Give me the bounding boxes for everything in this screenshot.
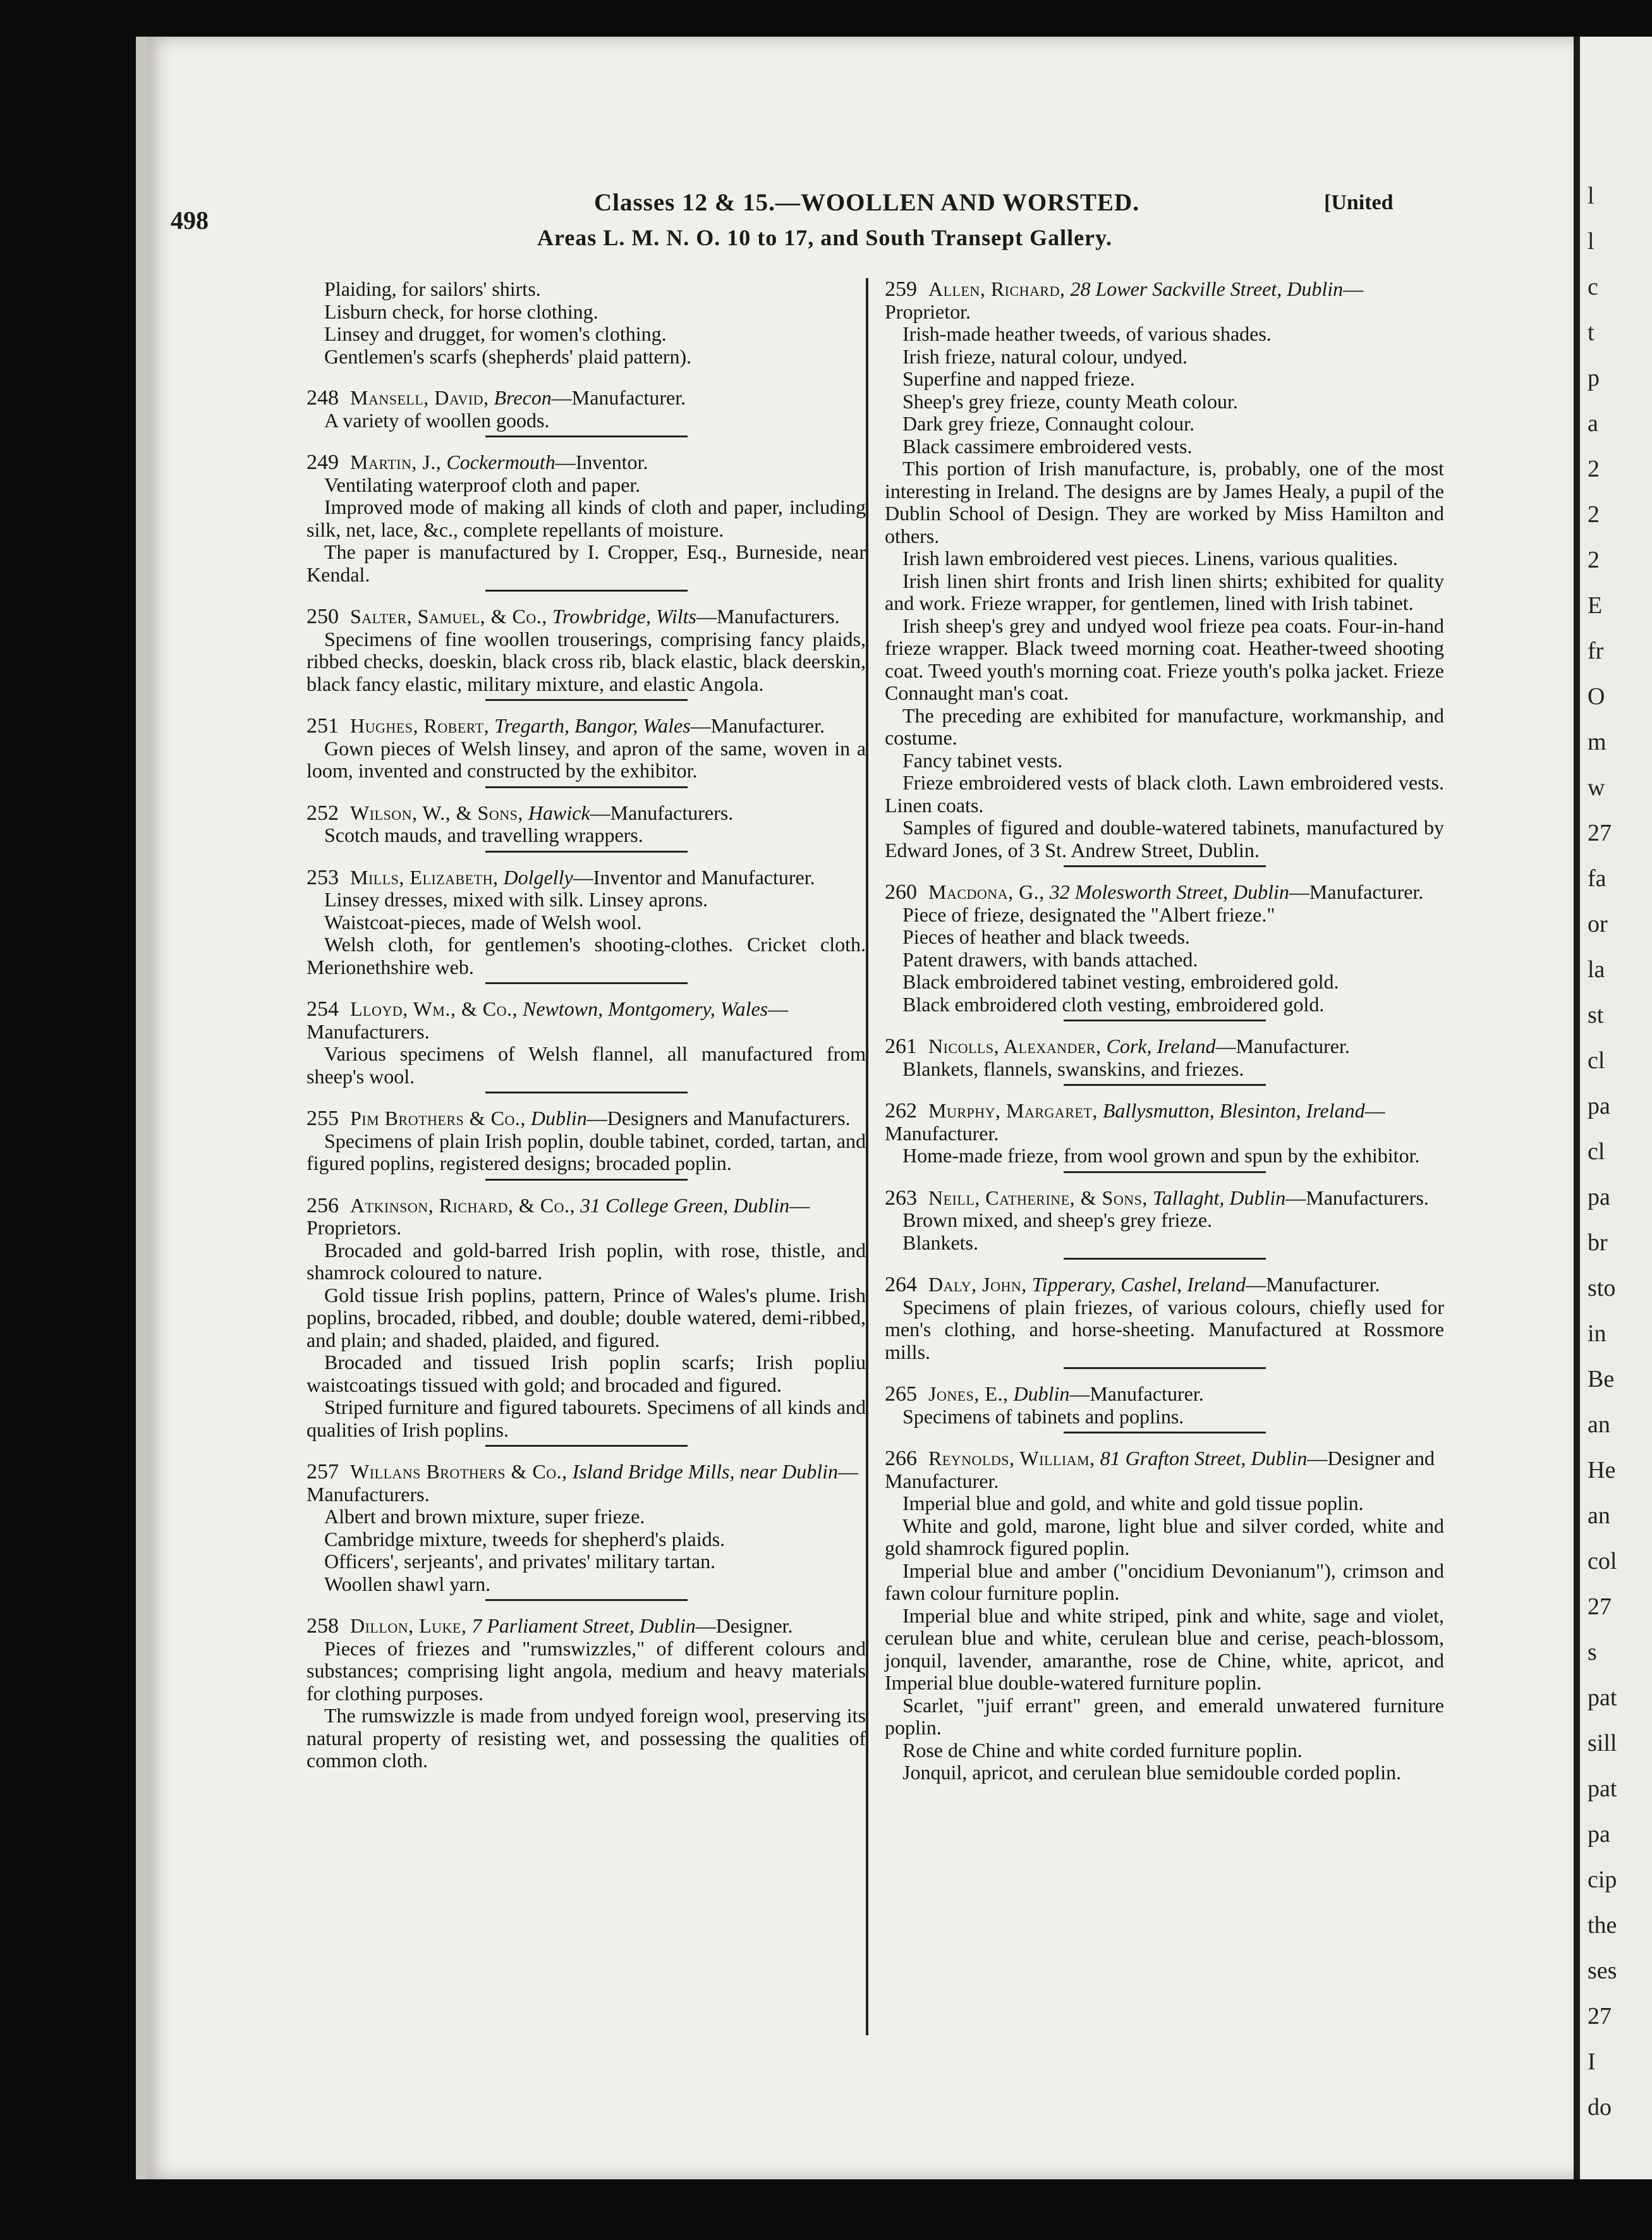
- entry-number: 258: [307, 1614, 339, 1638]
- adjacent-page-fragment: 2: [1588, 501, 1600, 528]
- entry-heading: [307, 387, 866, 410]
- entry-item: The preceding are exhibited for manufacture, workmanship, and costume.: [885, 703, 1444, 749]
- entry-item: Pieces of friezes and "rumswizzles," of different colours and substances; comprising light angola, medium and heavy materials for clothing purposes.: [307, 1636, 866, 1705]
- entry-items: [307, 1130, 866, 1175]
- entry-heading: [307, 998, 866, 1043]
- exhibitor-name: Salter, Samuel, & Co.,: [350, 605, 547, 628]
- exhibitor-name: Martin, J.,: [350, 451, 442, 473]
- entry-items: [885, 1209, 1444, 1254]
- entry-number: 264: [885, 1273, 917, 1296]
- exhibitor-role: —Manufacturer.: [1069, 1382, 1204, 1405]
- adjacent-page-fragment: pa: [1588, 1821, 1610, 1847]
- exhibitor-role: —Manufacturer.: [551, 386, 686, 409]
- exhibitor-name: Dillon, Luke,: [350, 1614, 467, 1637]
- adjacent-page-fragment: l: [1588, 228, 1594, 255]
- adjacent-page-fragment: 27: [1588, 820, 1612, 846]
- adjacent-page-fragment: c: [1588, 274, 1598, 300]
- adjacent-page-fragment: cip: [1588, 1866, 1617, 1893]
- entry-separator-rule: [1064, 1367, 1266, 1369]
- adjacent-page-fragment: an: [1588, 1411, 1610, 1438]
- entry-item: Blankets.: [902, 1231, 978, 1254]
- entry-separator-rule: [485, 1179, 688, 1181]
- entry-item: Imperial blue and gold, and white and gold tissue poplin.: [902, 1492, 1364, 1514]
- entry-heading: [885, 1187, 1444, 1210]
- right-entries: [885, 278, 1444, 1784]
- entry-item: Scarlet, "juif errant" green, and emerald unwatered furniture poplin.: [885, 1693, 1444, 1739]
- exhibitor-name: Neill, Catherine, & Sons,: [928, 1186, 1148, 1209]
- entry-heading: [885, 278, 1444, 323]
- exhibitor-place: 28 Lower Sackville Street, Dublin: [1070, 277, 1344, 300]
- entry-item: Black embroidered tabinet vesting, embroidered gold.: [902, 970, 1339, 993]
- entry-item: Specimens of fine woollen trouserings, comprising fancy plaids, ribbed checks, doeskin, black cross rib, black elastic, black deerskin, black fancy elastic, military mixture, and elastic Angola.: [307, 627, 866, 695]
- entry-item: Specimens of plain Irish poplin, double tabinet, corded, tartan, and figured poplins, registered designs; brocaded poplin.: [307, 1129, 866, 1174]
- exhibitor-role: —Manufacturer.: [1289, 880, 1424, 903]
- adjacent-page-fragment: la: [1588, 956, 1605, 983]
- exhibitor-place: Cockermouth: [446, 451, 556, 473]
- entry-heading: [307, 1195, 866, 1239]
- exhibitor-role: —Inventor and Manufacturer.: [573, 865, 815, 889]
- adjacent-page-fragment: E: [1588, 592, 1603, 619]
- adjacent-page-fragment: I: [1588, 2048, 1596, 2075]
- exhibitor-entry: [885, 1383, 1444, 1433]
- entry-item: Albert and brown mixture, super frieze.: [324, 1505, 645, 1528]
- exhibitor-role: —Inventor.: [555, 451, 648, 473]
- entry-item: Irish sheep's grey and undyed wool frieze pea coats. Four-in-hand frieze wrapper. Black tweed morning coat. Heather-tweed shooting coat. Tweed youth's morning coat. Frieze youth's polka jacket. Frieze Connaught man's coat.: [885, 614, 1444, 704]
- left-entries: [307, 387, 866, 1772]
- entry-items: [307, 628, 866, 696]
- exhibitor-name: Reynolds, William,: [928, 1447, 1095, 1470]
- exhibitor-name: Nicolls, Alexander,: [928, 1035, 1102, 1057]
- entry-item: White and gold, marone, light blue and silver corded, white and gold shamrock figured poplin.: [885, 1514, 1444, 1559]
- entry-items: [885, 1406, 1444, 1428]
- right-column: [885, 278, 1444, 1798]
- exhibitor-name: Macdona, G.,: [928, 880, 1045, 903]
- adjacent-page-fragment: br: [1588, 1229, 1608, 1256]
- entry-heading: [307, 1107, 866, 1130]
- entry-heading: [885, 1100, 1444, 1145]
- exhibitor-name: Murphy, Margaret,: [928, 1099, 1098, 1122]
- running-subtitle: Areas L. M. N. O. 10 to 17, and South Transept Gallery.: [537, 225, 1113, 250]
- exhibitor-place: Island Bridge Mills, near Dublin: [572, 1460, 839, 1483]
- exhibitor-role: —Designer.: [695, 1614, 793, 1637]
- entry-item: Sheep's grey frieze, county Meath colour.: [902, 389, 1238, 413]
- exhibitor-name: Daly, John,: [928, 1273, 1027, 1296]
- exhibitor-name: Allen, Richard,: [928, 277, 1066, 300]
- entry-item: Fancy tabinet vests.: [902, 748, 1063, 772]
- entry-items: [307, 1043, 866, 1088]
- exhibitor-entry: [307, 998, 866, 1093]
- adjacent-page-fragment: 27: [1588, 2003, 1612, 2030]
- adjacent-page-fragment: l: [1588, 183, 1594, 209]
- entry-separator-rule: [1064, 1432, 1266, 1433]
- entry-item: Specimens of plain friezes, of various colours, chiefly used for men's clothing, and horse-sheeting. Manufactured at Rossmore mills.: [885, 1295, 1444, 1363]
- running-title-right: [United: [1324, 191, 1394, 214]
- entry-item: Waistcoat-pieces, made of Welsh wool.: [324, 910, 642, 934]
- entry-separator-rule: [485, 1445, 688, 1447]
- entry-items: [885, 1492, 1444, 1784]
- entry-item: Irish lawn embroidered vest pieces. Linens, various qualities.: [902, 547, 1398, 569]
- adjacent-page-fragment: the: [1588, 1912, 1617, 1939]
- adjacent-page-fragment: fr: [1588, 638, 1604, 664]
- exhibitor-entry: [885, 1100, 1444, 1173]
- continued-item: Gentlemen's scarfs (shepherds' plaid pattern).: [324, 344, 692, 368]
- continued-item: Lisburn check, for horse clothing.: [324, 300, 598, 323]
- entry-separator-rule: [1064, 1258, 1266, 1260]
- adjacent-page-fragment: m: [1588, 729, 1606, 755]
- entry-items: [885, 904, 1444, 1016]
- entry-item: Various specimens of Welsh flannel, all manufactured from sheep's wool.: [307, 1042, 866, 1088]
- exhibitor-entry: [307, 1107, 866, 1181]
- entry-item: Irish frieze, natural colour, undyed.: [902, 344, 1187, 368]
- adjacent-page-fragment: w: [1588, 774, 1605, 801]
- entry-heading: [885, 1035, 1444, 1058]
- entry-items: [307, 1638, 866, 1772]
- exhibitor-entry: [307, 802, 866, 853]
- entry-item: Specimens of tabinets and poplins.: [902, 1404, 1184, 1428]
- entry-item: Gown pieces of Welsh linsey, and apron of the same, woven in a loom, invented and constructed by the exhibitor.: [307, 736, 866, 782]
- exhibitor-entry: [307, 715, 866, 788]
- exhibitor-place: Brecon: [494, 386, 552, 409]
- adjacent-page-fragment: in: [1588, 1320, 1606, 1347]
- exhibitor-role: —Manufacturers.: [696, 605, 840, 628]
- adjacent-page-fragment: 2: [1588, 456, 1600, 482]
- exhibitor-role: —Manufacturers.: [307, 1460, 859, 1506]
- entry-item: Improved mode of making all kinds of cloth and paper, including silk, net, lace, &c., complete repellants of moisture.: [307, 496, 866, 541]
- entry-item: Piece of frieze, designated the "Albert frieze.": [902, 903, 1275, 926]
- entry-item: Woollen shawl yarn.: [324, 1572, 491, 1595]
- entry-item: Black embroidered cloth vesting, embroidered gold.: [902, 992, 1325, 1016]
- exhibitor-entry: [885, 278, 1444, 867]
- continued-item: Linsey and drugget, for women's clothing.: [324, 322, 667, 345]
- entry-items: [307, 474, 866, 587]
- entry-heading: [307, 451, 866, 474]
- adjacent-page-fragment: sto: [1588, 1275, 1616, 1301]
- entry-separator-rule: [1064, 1084, 1266, 1086]
- adjacent-page-edge: [1574, 37, 1652, 2179]
- adjacent-page-fragment: pat: [1588, 1775, 1617, 1802]
- entry-item: Patent drawers, with bands attached.: [902, 947, 1198, 971]
- entry-heading: [885, 881, 1444, 904]
- exhibitor-entry: [307, 867, 866, 985]
- entry-item: Gold tissue Irish poplins, pattern, Prince of Wales's plume. Irish poplins, brocaded, ribbed, and double; double watered, demi-ribbed, and plain; and shaded, plaided, and figured.: [307, 1283, 866, 1351]
- exhibitor-place: Newtown, Montgomery, Wales: [522, 997, 768, 1020]
- entry-item: Scotch mauds, and travelling wrappers.: [324, 824, 643, 846]
- exhibitor-place: Tipperary, Cashel, Ireland: [1031, 1273, 1246, 1296]
- exhibitor-entry: [307, 1615, 866, 1772]
- exhibitor-entry: [885, 1035, 1444, 1086]
- entry-items: [885, 1058, 1444, 1081]
- entry-item: Ventilating waterproof cloth and paper.: [324, 473, 641, 496]
- exhibitor-entry: [885, 1447, 1444, 1784]
- exhibitor-place: Dolgelly: [503, 865, 573, 889]
- entry-items: [307, 410, 866, 432]
- entry-items: [307, 1506, 866, 1595]
- exhibitor-role: —Manufacturers.: [590, 801, 734, 824]
- entry-item: Striped furniture and figured tabourets. Specimens of all kinds and qualities of Irish poplins.: [307, 1396, 866, 1441]
- entry-item: Jonquil, apricot, and cerulean blue semidouble corded poplin.: [902, 1761, 1402, 1784]
- exhibitor-place: Trowbridge, Wilts: [552, 605, 696, 628]
- entry-number: 262: [885, 1099, 917, 1123]
- entry-heading: [307, 1461, 866, 1506]
- entry-item: Brocaded and gold-barred Irish poplin, with rose, thistle, and shamrock coloured to nature.: [307, 1238, 866, 1284]
- exhibitor-name: Willans Brothers & Co.,: [350, 1460, 568, 1483]
- adjacent-page-fragment: ses: [1588, 1957, 1617, 1984]
- entry-number: 251: [307, 714, 339, 738]
- entry-item: Welsh cloth, for gentlemen's shooting-clothes. Cricket cloth. Merionethshire web.: [307, 933, 866, 978]
- entry-items: [307, 1239, 866, 1442]
- entry-number: 250: [307, 605, 339, 628]
- adjacent-page-fragment: s: [1588, 1639, 1597, 1665]
- continued-item: Plaiding, for sailors' shirts.: [324, 277, 541, 300]
- exhibitor-name: Mansell, David,: [350, 386, 489, 409]
- adjacent-page-fragment: t: [1588, 319, 1594, 346]
- exhibitor-place: 31 College Green, Dublin: [580, 1193, 790, 1217]
- entry-item: Pieces of heather and black tweeds.: [902, 925, 1190, 948]
- entry-heading: [885, 1447, 1444, 1492]
- adjacent-page-fragment: or: [1588, 911, 1608, 937]
- entry-number: 256: [307, 1193, 339, 1217]
- adjacent-page-fragment: cl: [1588, 1138, 1605, 1165]
- adjacent-page-fragment: He: [1588, 1457, 1616, 1483]
- running-title: Classes 12 & 15.—WOOLLEN AND WORSTED.: [594, 189, 1139, 216]
- exhibitor-name: Atkinson, Richard, & Co.,: [350, 1193, 575, 1217]
- exhibitor-place: Cork, Ireland: [1106, 1035, 1216, 1057]
- adjacent-page-fragment: fa: [1588, 865, 1606, 892]
- entry-separator-rule: [485, 1599, 688, 1601]
- entry-heading: [307, 715, 866, 738]
- entry-item: Irish-made heather tweeds, of various shades.: [902, 322, 1272, 345]
- entry-item: Rose de Chine and white corded furniture poplin.: [902, 1738, 1303, 1762]
- adjacent-page-fragment: do: [1588, 2094, 1612, 2121]
- entry-item: Imperial blue and white striped, pink and white, sage and violet, cerulean blue and white, cerulean blue and cerise, peach-blossom, jonquil, lavender, amaranthe, rose de Chine, white, apricot, and Imperial blue double-watered furniture poplin.: [885, 1604, 1444, 1694]
- exhibitor-role: —Designer and Manufacturer.: [885, 1447, 1435, 1492]
- continued-entry: [307, 278, 866, 368]
- adjacent-page-fragment: Be: [1588, 1366, 1615, 1392]
- exhibitor-role: —Manufacturer.: [1215, 1035, 1350, 1057]
- entry-item: Imperial blue and amber ("oncidium Devonianum"), crimson and fawn colour furniture poplin.: [885, 1559, 1444, 1604]
- exhibitor-place: 32 Molesworth Street, Dublin: [1049, 880, 1289, 903]
- entry-item: Cambridge mixture, tweeds for shepherd's plaids.: [324, 1527, 726, 1550]
- entry-item: Brown mixed, and sheep's grey frieze.: [902, 1208, 1213, 1231]
- entry-item: Brocaded and tissued Irish poplin scarfs; Irish popliu waistcoatings tissued with gold; and brocaded and figured.: [307, 1351, 866, 1396]
- entry-item: This portion of Irish manufacture, is, probably, one of the most interesting in Ireland. The designs are by James Healy, a pupil of the Dublin School of Design. They are worked by Miss Hamilton and others.: [885, 457, 1444, 547]
- entry-separator-rule: [1064, 865, 1266, 867]
- exhibitor-entry: [307, 606, 866, 701]
- entry-number: 255: [307, 1107, 339, 1130]
- entry-number: 266: [885, 1447, 917, 1470]
- entry-separator-rule: [485, 590, 688, 592]
- adjacent-page-fragment: cl: [1588, 1047, 1605, 1074]
- exhibitor-place: Hawick: [528, 801, 590, 824]
- entry-number: 254: [307, 997, 339, 1021]
- exhibitor-place: Dublin: [1013, 1382, 1070, 1405]
- exhibitor-role: —Proprietor.: [885, 277, 1364, 323]
- entry-number: 252: [307, 801, 339, 825]
- entry-number: 248: [307, 386, 339, 410]
- entry-item: Blankets, flannels, swanskins, and friezes.: [902, 1057, 1244, 1080]
- entry-number: 260: [885, 880, 917, 904]
- adjacent-page-fragment: 2: [1588, 547, 1600, 573]
- entry-separator-rule: [485, 699, 688, 701]
- adjacent-page-fragment: sill: [1588, 1730, 1617, 1756]
- exhibitor-place: Dublin: [530, 1107, 587, 1129]
- entry-separator-rule: [485, 851, 688, 853]
- entry-items: [885, 1296, 1444, 1364]
- entry-heading: [307, 802, 866, 825]
- entry-separator-rule: [1064, 1020, 1266, 1021]
- page-number: 498: [171, 206, 209, 234]
- adjacent-page-fragment: 27: [1588, 1593, 1612, 1620]
- exhibitor-role: —Manufacturer.: [1246, 1273, 1380, 1296]
- entry-item: Black cassimere embroidered vests.: [902, 434, 1193, 458]
- entry-item: Samples of figured and double-watered tabinets, manufactured by Edward Jones, of 3 St. Andrew Street, Dublin.: [885, 816, 1444, 861]
- exhibitor-role: —Manufacturers.: [1285, 1186, 1429, 1209]
- exhibitor-entry: [307, 1195, 866, 1447]
- entry-separator-rule: [1064, 1171, 1266, 1173]
- entry-items: [307, 889, 866, 978]
- entry-heading: [885, 1274, 1444, 1296]
- exhibitor-entry: [307, 387, 866, 437]
- exhibitor-name: Wilson, W., & Sons,: [350, 801, 523, 824]
- exhibitor-place: Ballysmutton, Blesinton, Ireland: [1102, 1099, 1365, 1122]
- adjacent-page-fragment: an: [1588, 1502, 1610, 1529]
- exhibitor-role: —Designers and Manufacturers.: [586, 1107, 851, 1129]
- entry-item: Dark grey frieze, Connaught colour.: [902, 412, 1195, 435]
- adjacent-page-fragment: st: [1588, 1002, 1604, 1028]
- exhibitor-place: 7 Parliament Street, Dublin: [471, 1614, 696, 1637]
- column-divider: [866, 278, 868, 2035]
- adjacent-page-fragment: O: [1588, 683, 1605, 710]
- entry-item: Irish linen shirt fronts and Irish linen shirts; exhibited for quality and work. Frieze wrapper, for gentlemen, lined with Irish tabinet.: [885, 569, 1444, 614]
- entry-item: A variety of woollen goods.: [324, 408, 550, 432]
- exhibitor-entry: [307, 451, 866, 592]
- exhibitor-role: —Proprietors.: [307, 1193, 810, 1239]
- adjacent-page-fragment: pat: [1588, 1684, 1617, 1711]
- adjacent-page-fragment: a: [1588, 410, 1598, 437]
- exhibitor-place: Tregarth, Bangor, Wales: [494, 714, 691, 737]
- entry-number: 263: [885, 1186, 917, 1210]
- entry-item: Superfine and napped frieze.: [902, 367, 1135, 390]
- entry-items: [885, 1145, 1444, 1167]
- entry-item: Officers', serjeants', and privates' military tartan.: [324, 1550, 716, 1573]
- exhibitor-place: Tallaght, Dublin: [1152, 1186, 1286, 1209]
- entry-item: The paper is manufactured by I. Cropper, Esq., Burneside, near Kendal.: [307, 540, 866, 586]
- exhibitor-name: Mills, Elizabeth,: [350, 865, 499, 889]
- entry-number: 259: [885, 277, 917, 301]
- entry-item: The rumswizzle is made from undyed foreign wool, preserving its natural property of resisting wet, and possessing the qualities of common cloth.: [307, 1704, 866, 1772]
- entry-item: Linsey dresses, mixed with silk. Linsey aprons.: [324, 888, 708, 911]
- entry-items: [885, 323, 1444, 861]
- entry-separator-rule: [485, 786, 688, 788]
- exhibitor-name: Hughes, Robert,: [350, 714, 490, 737]
- entry-number: 261: [885, 1035, 917, 1058]
- entry-number: 249: [307, 451, 339, 474]
- exhibitor-name: Lloyd, Wm., & Co.,: [350, 997, 518, 1020]
- entry-separator-rule: [485, 1092, 688, 1093]
- entry-heading: [307, 867, 866, 889]
- exhibitor-entry: [885, 1274, 1444, 1369]
- entry-items: [307, 824, 866, 847]
- entry-number: 257: [307, 1460, 339, 1483]
- exhibitor-place: 81 Grafton Street, Dublin: [1100, 1447, 1308, 1470]
- entry-item: Home-made frieze, from wool grown and spun by the exhibitor.: [902, 1144, 1420, 1167]
- entry-item: Frieze embroidered vests of black cloth. Lawn embroidered vests. Linen coats.: [885, 771, 1444, 817]
- adjacent-page-fragment: pa: [1588, 1093, 1610, 1119]
- left-column: [307, 278, 866, 1786]
- entry-heading: [885, 1383, 1444, 1406]
- entry-number: 253: [307, 865, 339, 889]
- entry-heading: [307, 1615, 866, 1638]
- entry-heading: [307, 606, 866, 628]
- entry-separator-rule: [485, 435, 688, 437]
- exhibitor-entry: [885, 1187, 1444, 1260]
- adjacent-page-fragment: pa: [1588, 1184, 1610, 1210]
- exhibitor-entry: [885, 881, 1444, 1021]
- exhibitor-entry: [307, 1461, 866, 1601]
- exhibitor-role: —Manufacturers.: [307, 997, 789, 1043]
- entry-items: [307, 738, 866, 782]
- adjacent-page-fragment: col: [1588, 1548, 1617, 1574]
- exhibitor-name: Pim Brothers & Co.,: [350, 1107, 526, 1129]
- entry-number: 265: [885, 1382, 917, 1406]
- exhibitor-role: —Manufacturer.: [885, 1099, 1385, 1145]
- exhibitor-role: —Manufacturer.: [690, 714, 825, 737]
- adjacent-page-fragment: p: [1588, 365, 1600, 391]
- entry-separator-rule: [485, 982, 688, 984]
- exhibitor-name: Jones, E.,: [928, 1382, 1009, 1405]
